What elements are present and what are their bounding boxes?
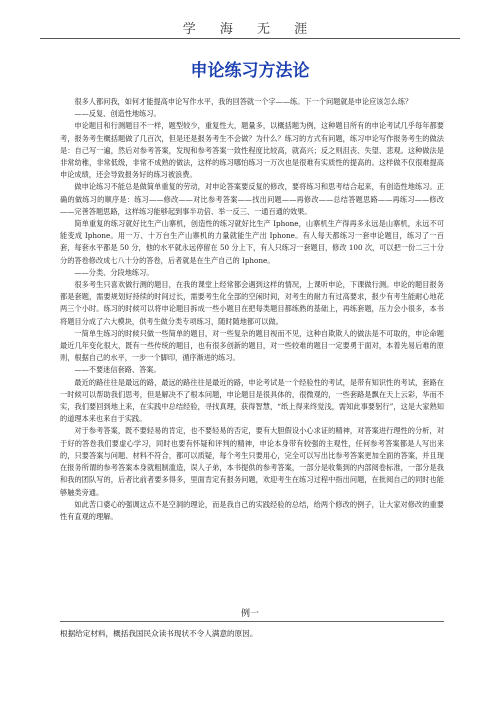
paragraph: 最近的路往往是最远的路，最远的路往往是最近的路，申论考试是一个经验性的考试，是带有知识性的考试，套路在一时候可以帮助我们思考，但是解决不了根本问题，申论题目是很具体的，很微观的，一些套路是飘在天上云彩，华而不实，我们要回到地上来，在实践中总结经验，寻找真理，获得智慧，“纸上得来终觉浅，需知此事要躬行”，这是大家熟知的道理本来也来自于实践。 (60, 377, 444, 424)
page-header: 学 海 无 涯 (182, 22, 318, 37)
paragraph: 申论题目和行测题目不一样，题型较少，重复性大，题量多，以概括题为例，这种题目所有的申论考试几乎每年都要考，报务考生概括题做了几百次，但是还是报务考生不会做？为什么？练习的方式有问题，练习申论写作报务考生的做法是：自己写一遍，然后对参考答案，发现和参考答案一致性程度比较高，就高兴；反之则沮丧、失望、悲观。这种做法是非常幼稚，非常低级，非常不成熟的做法，这样的练习哪怕练习一万次也是很难有实质性的提高的。这样做不仅很难提高申论成绩，还会导致报务好的练习被浪费。 (60, 121, 444, 180)
paragraph: 很多人都问我，如何才能提高申论写作水平，我的回答就一个字——练。下一个问题就是申论应该怎么练？ (74, 97, 413, 106)
paragraph: 如此苦口婆心的强调这点不是空洞的理论，而是我自己的实践经验的总结，给两个修改的例子，让大家对修改的重要性有直观的理解。 (60, 499, 444, 521)
section-heading: ——不要迷信套路、答案。 (74, 365, 161, 375)
paragraph: 对于参考答案，既不要轻易的肯定，也不要轻易的否定，要有大胆假设小心求证的精神，对答案进行理性的分析，对于好的答卷我们要虚心学习，同时也要有怀疑和评判的精神，申论本身带有较强的主观性，任何参考答案都是人写出来的，只要答案与问题、材料不符合，都可以质疑，每个考生只要用心，完全可以写出比参考答案更加全面的答案，并且现在报务所谓的参考答案本身就粗制滥造，误人子弟，本书提供的参考答案，一部分是收集到的内部阅卷标准，一部分是我和我的团队写的，后者比前者要多得多，里面肯定有报务问题，欢迎考生在练习过程中指出问题，在批阅自己的同时也能够触类旁通。 (60, 426, 444, 497)
paragraph: 一简单生练习的时候只做一些简单的题目，对一些复杂的题目视而不见，这种自欺欺人的做法是不可取的，申论命题最近几年变化很大，既有一些传统的题目，也有很多创新的题目，对一些较难的题目一定要勇于面对，本着先易后难的原则，根据自己的水平，一步一个脚印，循序渐进的练习。 (60, 328, 444, 363)
example-rule (60, 621, 444, 622)
paragraph: 做申论练习不能总是做简单重复的劳动，对申论答案要反复的修改，要将练习和思考结合起来，有创造性地练习。正确的做练习的顺序是：练习——修改——对比参考答案——找出问题——再修改——总结答题思路——再练习——修改——完善答题思路，这样练习能够起到事半功倍、举一反三、一通百通的效果。 (60, 182, 444, 216)
paragraph: 很多考生只喜欢做行测的题目，在我的课堂上经常都会遇到这样的情况，上课听申论，下课做行测。申论的题目报务都是套题，需要规划好持续的时间过长，需要考生化全部的空闲时间，对考生的耐力有过高要求，报少有考生能耐心地花两三个小时。练习的时候可以将申论题目拆成一些小题目在把每类题目都练熟的基础上，再练套题，压力会小很多，本书将题目分成了六大模块，供考生做分类专项练习，随时随地都可以做。 (60, 280, 444, 326)
document-title: 申论练习方法论 (190, 61, 310, 81)
paragraph: 简单重复的练习就好比生产山寨机，创造性的练习就好比生产 Iphone，山寨机生产得再多永远是山寨机，永远不可能变成 Iphone。用一万、十万台生产山寨机的力量就能生产出 Iphone。有人每天都练习一套申论题目，练习了一百套，每套水平都是 50 分，他的水平就永远停留在 50 分上下，有人只练习一套题目，修改 100 次，可以把一份二三十分分的答卷修改成七八十分的答卷，后者就是在生产自己的 Iphone。 (60, 219, 444, 265)
document-body (60, 96, 444, 523)
header-rule (40, 38, 460, 39)
section-heading: ——分类、分段地练习。 (74, 267, 154, 277)
section-heading: ——反复、创造性地练习。 (74, 109, 161, 119)
example-label: 例一 (240, 609, 259, 619)
example-question: 根据给定材料，概括我国民众读书现状不令人满意的原因。 (60, 629, 258, 638)
